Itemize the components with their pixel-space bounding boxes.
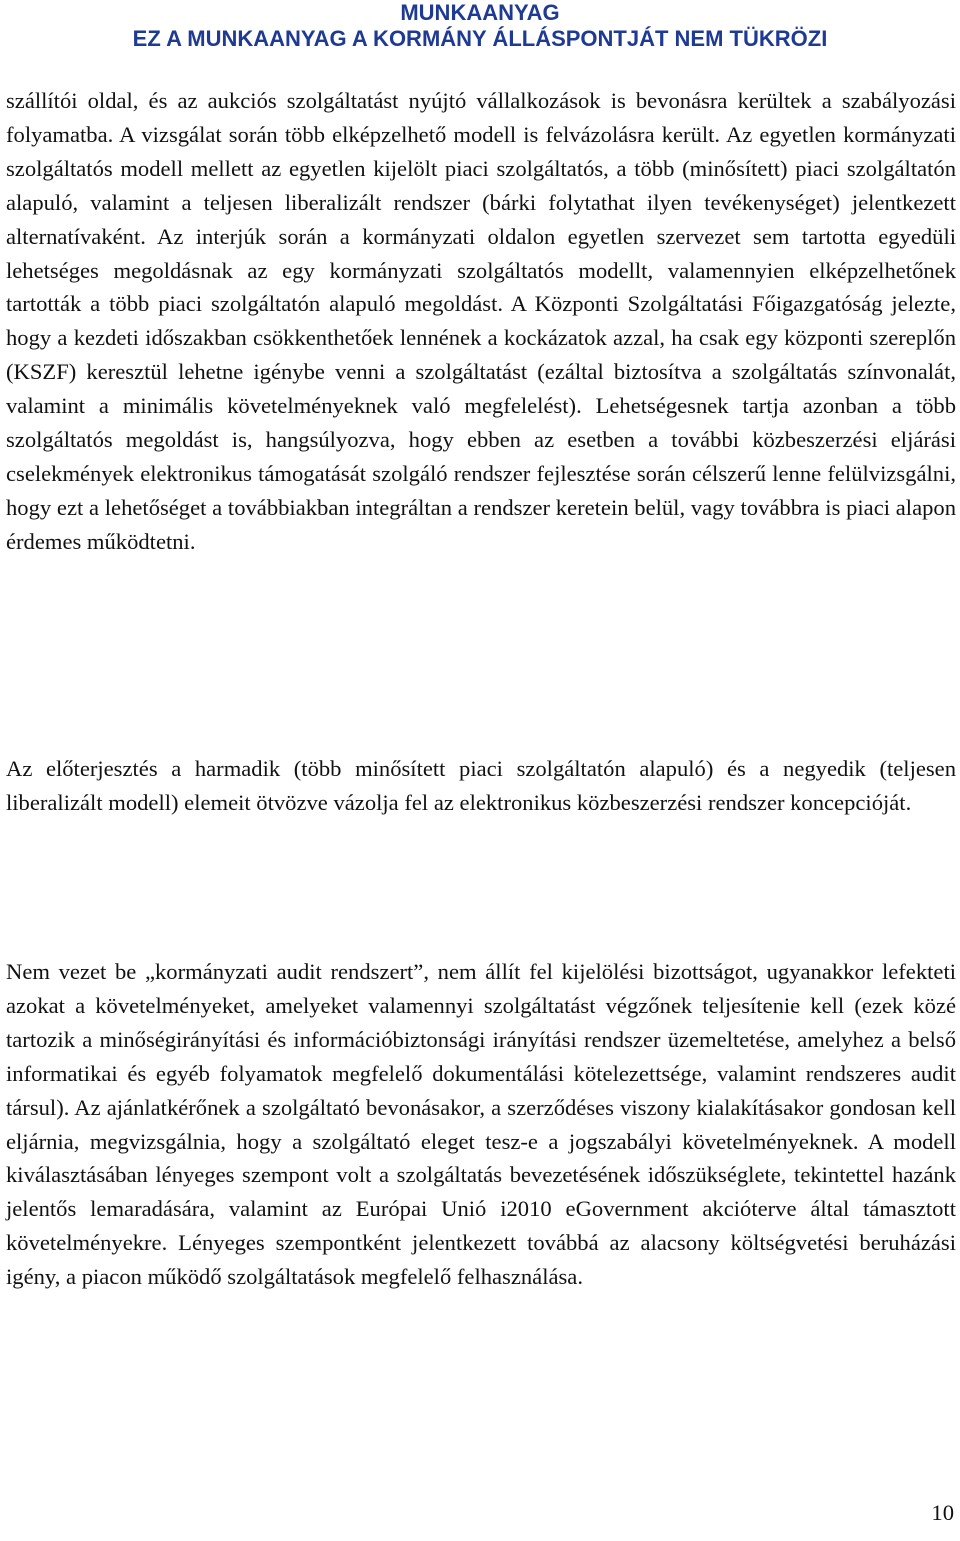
- header-disclaimer: EZ A MUNKAANYAG A KORMÁNY ÁLLÁSPONTJÁT NEM TÜKRÖZI: [132, 26, 828, 51]
- paragraph-2: Az előterjesztés a harmadik (több minősített piaci szolgáltatón alapuló) és a negyedik (teljesen liberalizált modell) elemeit ötvözve vázolja fel az elektronikus közbeszerzési rendszer koncepcióját.: [6, 756, 956, 815]
- paragraph-1: szállítói oldal, és az aukciós szolgáltatást nyújtó vállalkozások is bevonásra kerültek a szabályozási folyamatba. A vizsgálat során több elképzelhető modell is felvázolásra került. Az egyetlen kormányzati szolgáltatós modell mellett az egyetlen kijelölt piaci szolgáltatós, a több (minősített) piaci szolgáltatón alapuló, valamint a teljesen liberalizált rendszer (bárki folytathat ilyen tevékenységet) jelentkezett alternatívaként. Az interjúk során a kormányzati oldalon egyetlen szervezet sem tartotta egyedüli lehetséges megoldásnak az egy kormányzati szolgáltatós modellt, valamennyien elképzelhetőnek tartották a több piaci szolgáltatón alapuló megoldást. A Központi Szolgáltatási Főigazgatóság jelezte, hogy a kezdeti időszakban csökkenthetőek lennének a kockázatok azzal, ha csak egy központi szereplőn (KSZF) keresztül lehetne igénybe venni a szolgáltatást (ezáltal biztosítva a szolgáltatás színvonalát, valamint a minimális követelményeknek való megfelelést). Lehetségesnek tartja azonban a több szolgáltatós megoldást is, hangsúlyozva, hogy ebben az esetben a további közbeszerzési eljárási cselekmények elektronikus támogatását szolgáló rendszer fejlesztése során célszerű lenne felülvizsgálni, hogy ezt a lehetőséget a továbbiakban integráltan a rendszer keretein belül, vagy továbbra is piaci alapon érdemes működtetni.: [6, 88, 956, 554]
- page-header: [0, 0, 960, 52]
- header-title: MUNKAANYAG: [400, 0, 560, 25]
- paragraph-3: Nem vezet be „kormányzati audit rendszert”, nem állít fel kijelölési bizottságot, ugyanakkor lefekteti azokat a követelményeket, amelyeket valamennyi szolgáltatást végzőnek teljesítenie kell (ezek közé tartozik a minőségirányítási és információbiztonsági irányítási rendszer üzemeltetése, amelyhez a belső informatikai és egyéb folyamatok megfelelő dokumentálási kötelezettsége, valamint rendszeres audit társul). Az ajánlatkérőnek a szolgáltató bevonásakor, a szerződéses viszony kialakításakor gondosan kell eljárnia, megvizsgálnia, hogy a szolgáltató eleget tesz-e a jogszabályi követelményeknek. A modell kiválasztásában lényeges szempont volt a szolgáltatás bevezetésének időszükséglete, tekintettel hazánk jelentős lemaradására, valamint az Európai Unió i2010 eGovernment akcióterve által támasztott követelményekre. Lényeges szempontként jelentkezett továbbá az alacsony költségvetési beruházási igény, a piacon működő szolgáltatások megfelelő felhasználása.: [6, 959, 956, 1290]
- page-number: 10: [931, 1500, 954, 1525]
